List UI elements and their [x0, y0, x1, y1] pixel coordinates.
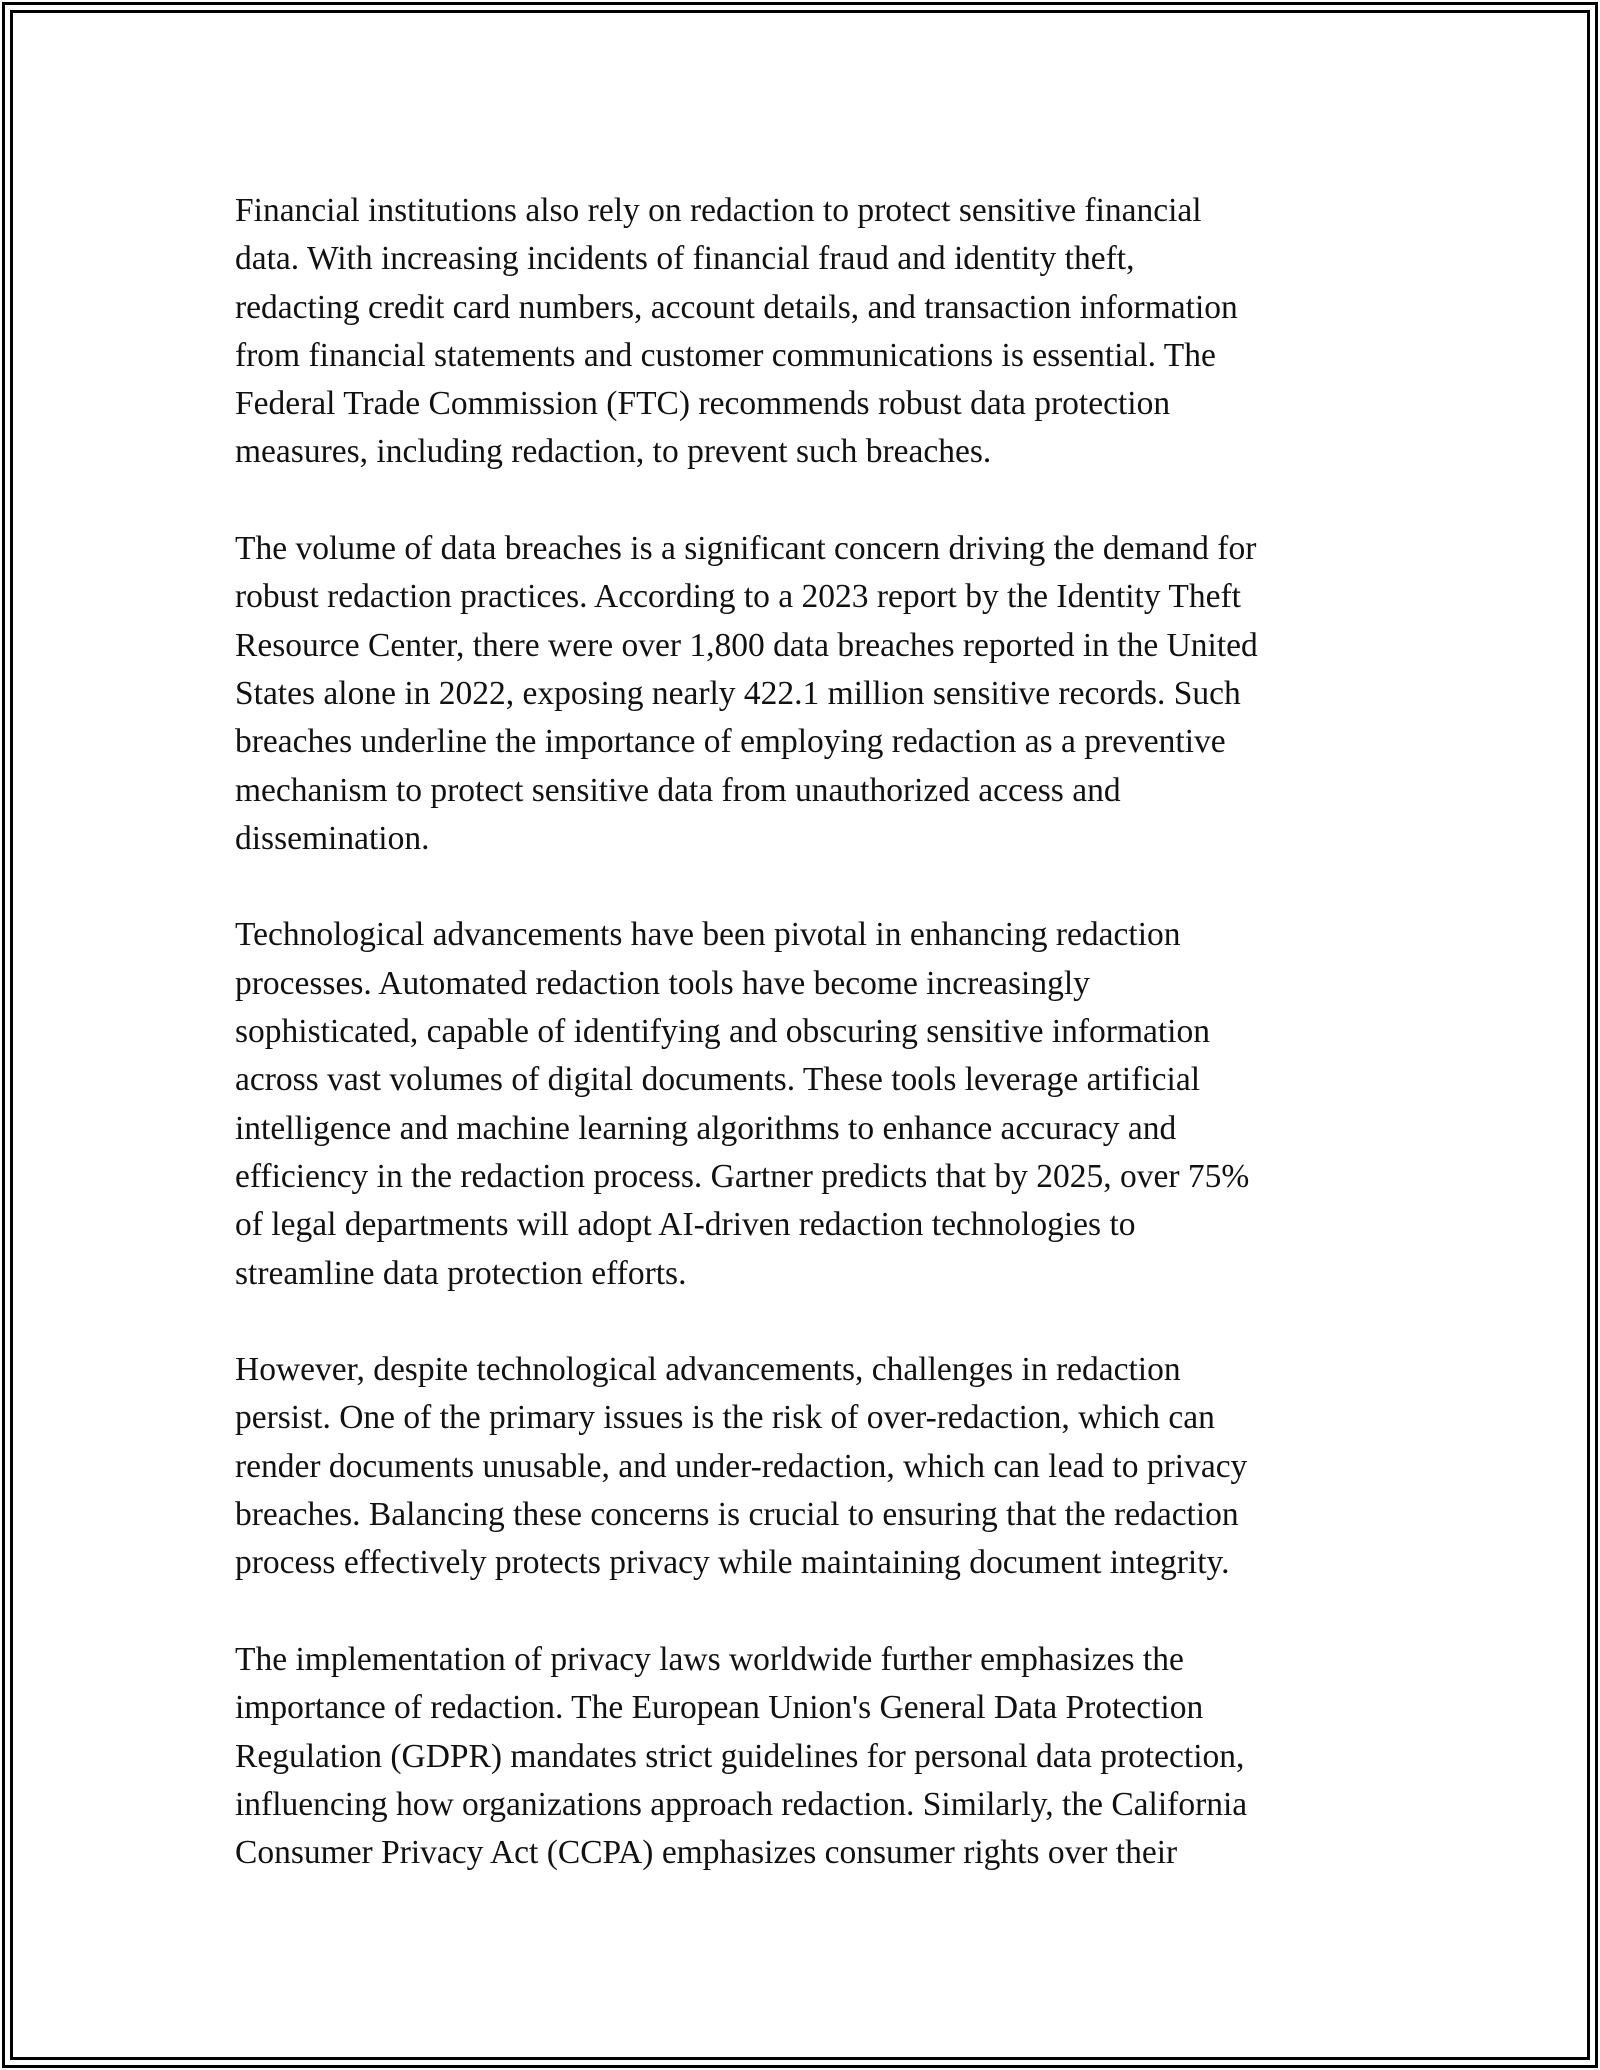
text-line: streamline data protection efforts.: [235, 1254, 687, 1292]
text-line: dissemination.: [235, 819, 430, 857]
text-line: of legal departments will adopt AI-driven redaction technologies to: [235, 1206, 1136, 1244]
paragraph-redaction-challenges: [235, 1346, 1375, 1587]
text-line: States alone in 2022, exposing nearly 422.1 million sensitive records. Such: [235, 674, 1241, 712]
text-line: influencing how organizations approach redaction. Similarly, the California: [235, 1785, 1248, 1823]
text-line: measures, including redaction, to prevent such breaches.: [235, 433, 992, 471]
text-line: breaches. Balancing these concerns is crucial to ensuring that the redaction: [235, 1496, 1239, 1534]
text-line: Regulation (GDPR) mandates strict guidelines for personal data protection,: [235, 1737, 1245, 1775]
text-line: importance of redaction. The European Union's General Data Protection: [235, 1689, 1204, 1727]
text-line: efficiency in the redaction process. Gartner predicts that by 2025, over 75%: [235, 1157, 1250, 1195]
text-line: render documents unusable, and under-redaction, which can lead to privacy: [235, 1447, 1248, 1485]
text-line: breaches underline the importance of employing redaction as a preventive: [235, 723, 1226, 761]
text-line: persist. One of the primary issues is the risk of over-redaction, which can: [235, 1399, 1215, 1437]
text-line: process effectively protects privacy while maintaining document integrity.: [235, 1544, 1230, 1582]
text-line: The volume of data breaches is a significant concern driving the demand for: [235, 530, 1257, 568]
text-line: Federal Trade Commission (FTC) recommends robust data protection: [235, 385, 1171, 423]
text-line: redacting credit card numbers, account details, and transaction information: [235, 288, 1238, 326]
paragraph-technological-advancements: [235, 911, 1375, 1297]
text-line: intelligence and machine learning algorithms to enhance accuracy and: [235, 1109, 1177, 1147]
text-line: processes. Automated redaction tools have become increasingly: [235, 964, 1090, 1002]
text-line: sophisticated, capable of identifying and obscuring sensitive information: [235, 1013, 1210, 1051]
text-line: mechanism to protect sensitive data from unauthorized access and: [235, 771, 1121, 809]
document-body: [235, 187, 1375, 1926]
text-line: However, despite technological advancements, challenges in redaction: [235, 1351, 1181, 1389]
text-line: The implementation of privacy laws worldwide further emphasizes the: [235, 1640, 1184, 1678]
paragraph-privacy-laws: [235, 1636, 1375, 1877]
text-line: Consumer Privacy Act (CCPA) emphasizes consumer rights over their: [235, 1834, 1178, 1872]
text-line: across vast volumes of digital documents. These tools leverage artificial: [235, 1061, 1201, 1099]
text-line: Technological advancements have been pivotal in enhancing redaction: [235, 916, 1181, 954]
paragraph-financial-institutions: [235, 187, 1375, 477]
text-line: from financial statements and customer communications is essential. The: [235, 336, 1216, 374]
text-line: data. With increasing incidents of financial fraud and identity theft,: [235, 240, 1135, 278]
text-line: Resource Center, there were over 1,800 data breaches reported in the United: [235, 626, 1258, 664]
text-line: robust redaction practices. According to a 2023 report by the Identity Theft: [235, 578, 1241, 616]
text-line: Financial institutions also rely on redaction to protect sensitive financial: [235, 192, 1202, 229]
paragraph-data-breaches: [235, 525, 1375, 863]
